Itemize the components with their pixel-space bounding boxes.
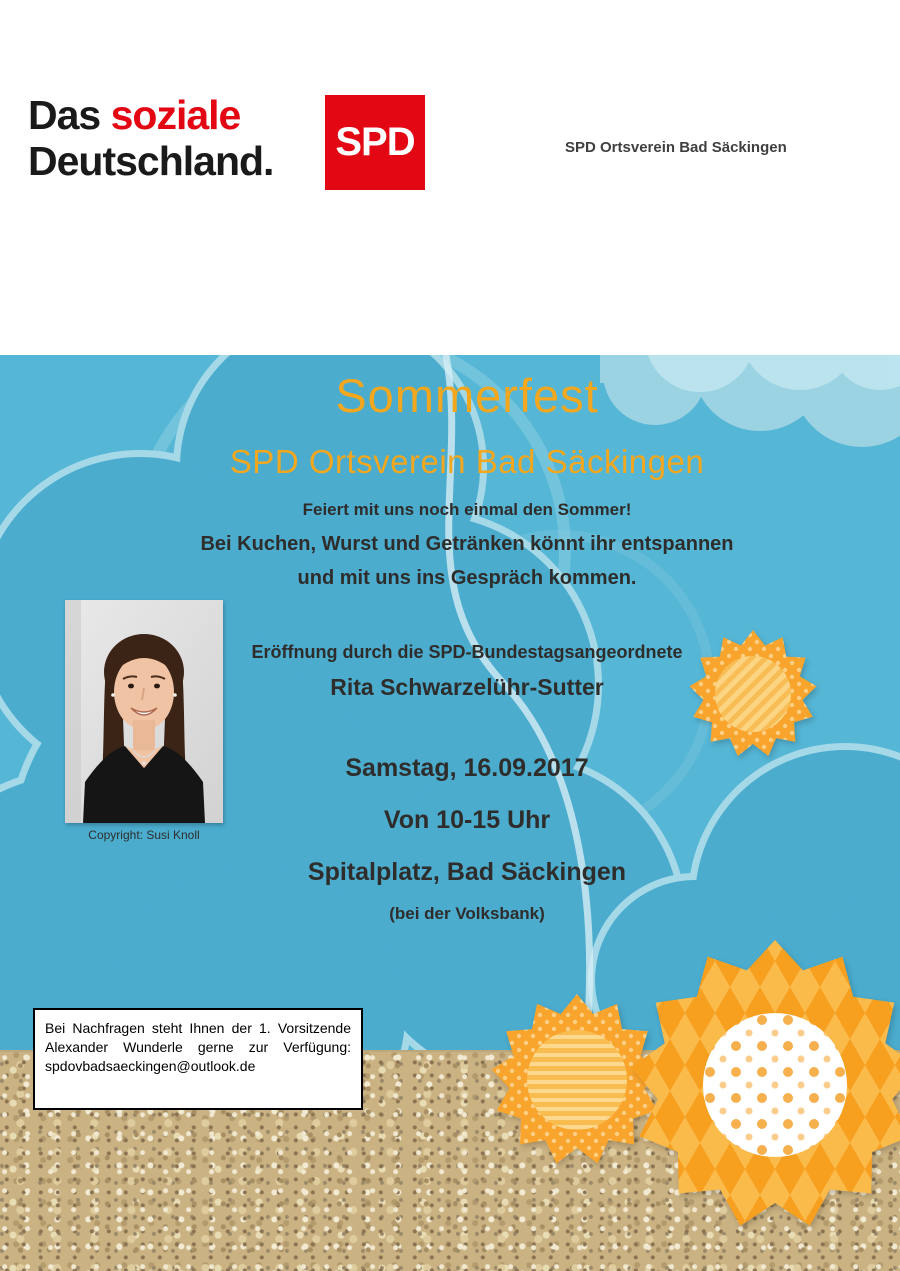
spd-logo-box: [325, 95, 425, 190]
claim-soziale: soziale: [110, 92, 241, 138]
opening-label: Eröffnung durch die SPD-Bundestagsangeordnete: [251, 642, 683, 662]
intro-line: Feiert mit uns noch einmal den Sommer!: [302, 500, 632, 519]
spd-logo-label: SPD: [335, 120, 415, 164]
event-title: Sommerfest: [335, 369, 599, 422]
photo-caption: Copyright: Susi Knoll: [88, 828, 200, 842]
speaker-name: Rita Schwarzelühr-Sutter: [330, 674, 604, 700]
header-org-name: SPD Ortsverein Bad Säckingen: [565, 139, 787, 156]
claim-das: Das: [28, 92, 111, 138]
sun-icon: [683, 624, 823, 764]
contact-box: [33, 1008, 363, 1110]
body-line-1: Bei Kuchen, Wurst und Getränken könnt ihr entspannen: [200, 533, 734, 555]
event-subtitle: SPD Ortsverein Bad Säckingen: [229, 443, 705, 480]
portrait-photo: [65, 600, 223, 823]
contact-text: [45, 1019, 351, 1076]
claim-line-2: Deutschland.: [28, 138, 274, 184]
place-note: (bei der Volksbank): [389, 904, 545, 923]
sun-icon: [625, 935, 900, 1235]
spd-claim-logo: [28, 92, 273, 184]
event-date: Samstag, 16.09.2017: [345, 754, 589, 782]
event-place: Spitalplatz, Bad Säckingen: [307, 858, 627, 886]
claim-line-1: [28, 92, 273, 138]
event-time: Von 10-15 Uhr: [383, 806, 551, 834]
body-line-2: und mit uns ins Gespräch kommen.: [297, 567, 637, 589]
contact-message: Bei Nachfragen steht Ihnen der 1. Vorsitzende Alexander Wunderle gerne zur Verfügung:: [45, 1020, 351, 1055]
contact-email: spdovbadsaeckingen@outlook.de: [45, 1058, 256, 1074]
